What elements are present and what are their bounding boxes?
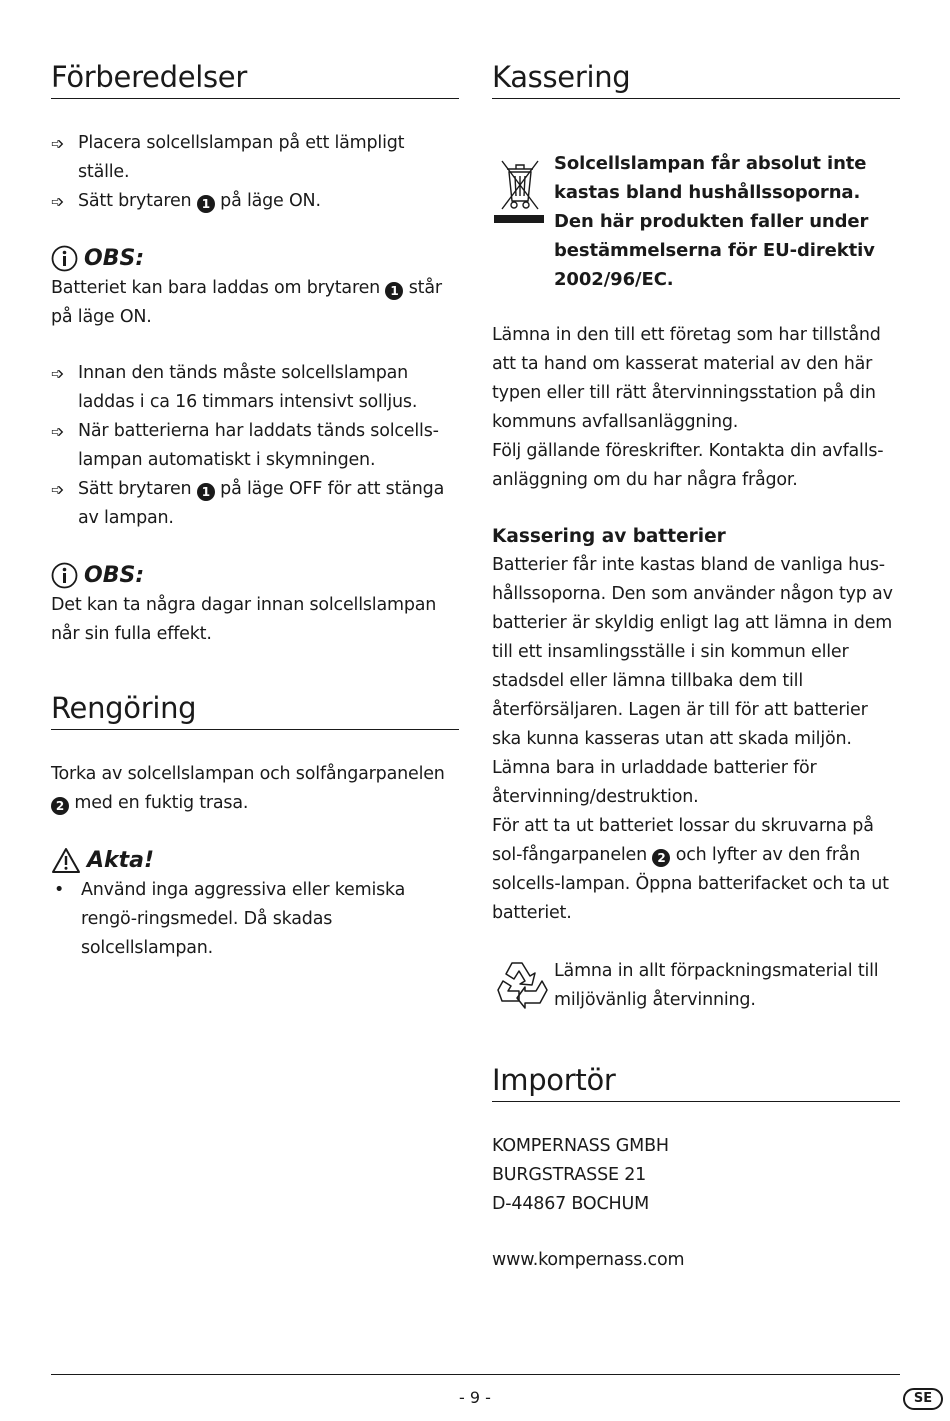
prep-list-1 <box>51 129 459 216</box>
list-item: ➩ Sätt brytaren 1 på läge ON. <box>51 187 459 216</box>
arrow-right-icon: ➩ <box>51 480 65 499</box>
note-text: Batteriet kan bara laddas om brytaren 1 står på läge ON. <box>51 278 442 327</box>
right-column <box>492 58 900 1275</box>
website-link[interactable]: www.kompernass.com <box>492 1250 685 1270</box>
bullet-dot: • <box>54 880 65 900</box>
info-icon <box>51 245 78 272</box>
list-item: ➩ Innan den tänds måste solcellslampan laddas i ca 16 timmars intensivt solljus. <box>51 359 459 417</box>
note-block <box>51 243 459 332</box>
warning-block <box>51 845 459 963</box>
callout-number: 2 <box>51 797 69 815</box>
note-label: OBS: <box>84 246 145 271</box>
section-title-cleaning: Rengöring <box>51 689 459 730</box>
warning-triangle-icon <box>51 847 81 874</box>
battery-removal-text: För att ta ut batteriet lossar du skruvarna på sol-fångarpanelen 2 och lyfter av den från solcells-lampan. Öppna batterifacket och ta ut batteriet. <box>492 816 889 923</box>
footer-divider <box>51 1374 900 1375</box>
list-item: ➩ När batterierna har laddats tänds solcells-lampan automatiskt i skymningen. <box>51 417 459 475</box>
language-badge: SE <box>903 1388 943 1410</box>
section-title-importer: Importör <box>492 1061 900 1102</box>
left-column <box>51 58 459 963</box>
note-label: OBS: <box>84 563 145 588</box>
section-title-preparations: Förberedelser <box>51 58 459 99</box>
cleaning-text: Torka av solcellslampan och solfångarpanelen 2 med en fuktig trasa. <box>51 764 445 813</box>
warning-label: Akta! <box>87 848 155 873</box>
callout-number: 1 <box>197 483 215 501</box>
address-line: D-44867 BOCHUM <box>492 1194 649 1214</box>
address-line: BURGSTRASSE 21 <box>492 1165 647 1185</box>
arrow-right-icon: ➩ <box>51 192 65 211</box>
crossed-bin-icon <box>492 155 548 227</box>
section-title-disposal: Kassering <box>492 58 900 99</box>
importer-address <box>492 1132 900 1219</box>
arrow-right-icon: ➩ <box>51 364 65 383</box>
weee-notice <box>492 149 900 294</box>
weee-text: Solcellslampan får absolut inte kastas bland hushållssoporna. Den här produkten faller under bestämmelserna för EU-direktiv 2002/96/EC. <box>554 153 875 290</box>
callout-number: 2 <box>652 849 670 867</box>
prep-list-2 <box>51 359 459 533</box>
recycle-text: Lämna in allt förpackningsmaterial till miljövänlig återvinning. <box>554 961 879 1010</box>
note-text: Det kan ta några dagar innan solcellslampan når sin fulla effekt. <box>51 595 437 644</box>
recycle-notice <box>492 955 900 1017</box>
page-number: - 9 - <box>459 1388 491 1407</box>
battery-disposal-heading: Kassering av batterier <box>492 526 726 547</box>
arrow-right-icon: ➩ <box>51 422 65 441</box>
list-item: • Använd inga aggressiva eller kemiska rengö-ringsmedel. Då skadas solcellslampan. <box>51 876 459 963</box>
arrow-right-icon: ➩ <box>51 134 65 153</box>
disposal-paragraph: Följ gällande föreskrifter. Kontakta din avfalls-anläggning om du har några frågor. <box>492 441 884 490</box>
callout-number: 1 <box>385 282 403 300</box>
address-line: KOMPERNASS GMBH <box>492 1136 669 1156</box>
info-icon <box>51 562 78 589</box>
battery-disposal-text: Batterier får inte kastas bland de vanliga hus-hållssoporna. Den som använder någon typ av batterier är skyldig enligt lag att lämna in dem till ett insamlingsställe i sin kommun eller stadsdel eller lämna tillbaka dem till återförsäljaren. Lagen är till för att batterier ska kunna kasseras utan att skada miljön. Lämna bara in urladdade batterier för återvinning/destruktion. <box>492 555 893 807</box>
recycle-icon <box>492 957 550 1013</box>
callout-number: 1 <box>197 195 215 213</box>
list-item: ➩ Placera solcellslampan på ett lämpligt ställe. <box>51 129 459 187</box>
note-block <box>51 560 459 649</box>
disposal-paragraph: Lämna in den till ett företag som har tillstånd att ta hand om kasserat material av den här typen eller till rätt återvinningsstation på din kommuns avfallsanläggning. <box>492 325 881 432</box>
list-item: ➩ Sätt brytaren 1 på läge OFF för att stänga av lampan. <box>51 475 459 533</box>
